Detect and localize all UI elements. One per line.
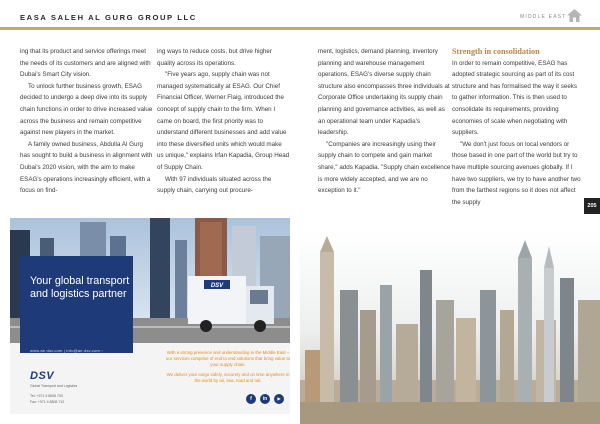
article-paragraph: In order to remain competitive, ESAG has adopted strategic sourcing as part of its cost structure and has formalised the way it seeks to gather information. This is then used to consolidate its requirements, providing economies of scale when negotiating with suppliers. <box>452 59 578 137</box>
dsv-logo: DSV <box>30 370 55 382</box>
youtube-icon[interactable]: ▶ <box>274 394 284 404</box>
article-paragraph: "We don't just focus on local vendors or those based in one part of the world but try to have multiple sourcing avenues globally. If I have two suppliers, we try to have another two from the farthest regions so it does not affect the supply <box>452 140 581 206</box>
ad-copy-paragraph: We deliver your cargo safely, securely and on time anywhere in the world by air, sea, road and rail. <box>166 371 290 383</box>
facebook-icon[interactable]: f <box>246 394 256 404</box>
ad-body-copy <box>163 350 290 384</box>
fax-number: Fax: +971 4 8808 710 <box>30 399 65 404</box>
linkedin-icon[interactable]: in <box>260 394 270 404</box>
phone-number: Tel: +971 4 8808 700 <box>30 394 63 398</box>
article-paragraph: A family owned business, Abdulla Al Gurg has sought to build a business in alignment with Dubai's 2020 vision, with the aim to make ESAG's operations increasingly efficient, with a focus on find- <box>20 140 153 195</box>
publication-title: EASA SALEH AL GURG GROUP LLC <box>20 13 197 22</box>
dsv-advertisement[interactable] <box>10 218 290 414</box>
home-icon[interactable] <box>567 9 582 22</box>
ad-headline: Your global transport and logistics partner <box>30 275 130 300</box>
article-paragraph: "Five years ago, supply chain was not managed systematically at ESAG. Our Chief Financial Officer, Werner Flaig, introduced the concept of supply chain to the firm. When I came on board, the first priority was to understand different businesses and add value into these diversified units which would make us unique," explains Irfan Kapadia, Group Head of Supply Chain. <box>157 71 290 171</box>
article-column-3 <box>318 46 451 197</box>
dubai-skyline-photo <box>300 230 600 424</box>
contact-numbers <box>30 394 64 405</box>
article-paragraph: ing ways to reduce costs, but drive higher quality across its operations. <box>157 48 272 67</box>
article-paragraph: With 97 individuals situated across the supply chain, carrying out procure- <box>157 175 272 195</box>
truck-logo <box>204 280 230 289</box>
section-heading: Strength in consolidation <box>452 47 540 56</box>
article-column-2 <box>157 46 290 197</box>
article-paragraph: "Companies are increasingly using their supply chain to compete and gain market share," adds Kapadia. "Supply chain excellence is more widely accepted, and we are no exception to it." <box>318 140 451 195</box>
article-column-1 <box>20 46 153 197</box>
logo-tagline: Global Transport and Logistics <box>30 384 78 388</box>
header-divider <box>0 27 600 30</box>
page-number: 205 <box>584 198 600 214</box>
svg-text:DSV: DSV <box>210 283 224 289</box>
ad-copy-paragraph: With a strong presence and understanding in the Middle East – our services comprise of end to end solutions that bring value to your supply chain. <box>165 350 290 368</box>
ad-website-link[interactable]: www.ae.dsv.com | info@ae.dsv.com › <box>30 348 103 353</box>
ad-headline-panel <box>20 256 133 353</box>
section-label: MIDDLE EAST <box>520 14 567 20</box>
article-paragraph: ment, logistics, demand planning, inventory planning and warehouse management operations, ESAG's diverse supply chain structure also encompasses three individuals at Corporate Office undertaking its supply chain planning and governance activities, as well as an operational team under Kapadia's leadership. <box>318 48 450 137</box>
article-paragraph: To unlock further business growth, ESAG decided to undergo a deep dive into its supply chain functions in order to drive increased value across the business and remain competitive against new players in the market. <box>20 82 153 137</box>
article-paragraph: ing that its product and service offerings meet the needs of its customers and are aligned with Dubai's Smart City vision. <box>20 48 151 79</box>
article-column-4 <box>452 46 582 208</box>
column-4-body <box>452 58 582 209</box>
